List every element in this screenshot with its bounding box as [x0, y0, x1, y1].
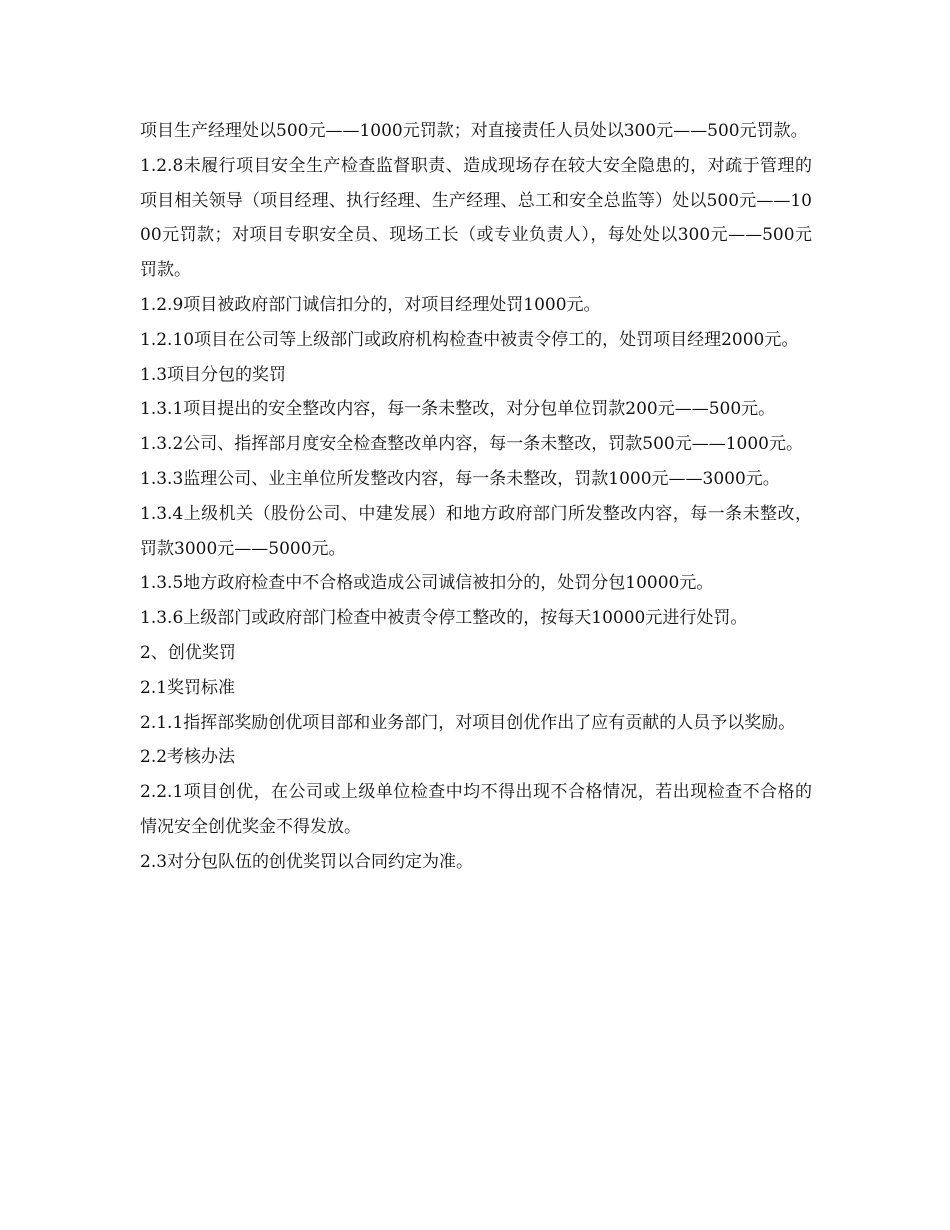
paragraph-1-3-2: 1.3.2公司、指挥部月度安全检查整改单内容，每一条未整改，罚款500元——1000元。: [140, 434, 803, 455]
paragraph-1-2-8: 1.2.8未履行项目安全生产检查监督职责、造成现场存在较大安全隐患的，对疏于管理的项目相关领导（项目经理、执行经理、生产经理、总工和安全总监等）处以500元——1000元罚款；对项目专职安全员、现场工长（或专业负责人），每处处以300元——500元罚款。: [140, 155, 812, 281]
paragraph-2-3: 2.3对分包队伍的创优奖罚以合同约定为准。: [140, 851, 474, 872]
paragraph-2-1-1: 2.1.1指挥部奖励创优项目部和业务部门，对项目创优作出了应有贡献的人员予以奖励。: [140, 712, 796, 733]
heading-2: 2、创优奖罚: [140, 642, 236, 663]
paragraph-1-3-5: 1.3.5地方政府检查中不合格或造成公司诚信被扣分的，处罚分包10000元。: [140, 573, 714, 594]
paragraph-1-2-10: 1.2.10项目在公司等上级部门或政府机构检查中被责令停工的，处罚项目经理2000元。: [140, 329, 799, 350]
paragraph-1-3-6: 1.3.6上级部门或政府部门检查中被责令停工整改的，按每天10000元进行处罚。: [140, 608, 748, 629]
heading-1-3: 1.3项目分包的奖罚: [140, 364, 287, 385]
paragraph-1-3-4: 1.3.4上级机关（股份公司、中建发展）和地方政府部门所发整改内容，每一条未整改，罚款3000元——5000元。: [140, 503, 812, 559]
paragraph-fine-production-manager: 项目生产经理处以500元——1000元罚款；对直接责任人员处以300元——500元罚款。: [140, 121, 808, 141]
document-body: [140, 114, 812, 880]
heading-2-1: 2.1奖罚标准: [140, 677, 236, 698]
paragraph-1-3-3: 1.3.3监理公司、业主单位所发整改内容，每一条未整改，罚款1000元——3000元。: [140, 468, 780, 489]
paragraph-1-3-1: 1.3.1项目提出的安全整改内容，每一条未整改，对分包单位罚款200元——500元。: [140, 399, 776, 420]
paragraph-1-2-9: 1.2.9项目被政府部门诚信扣分的，对项目经理处罚1000元。: [140, 294, 601, 315]
paragraph-2-2-1: 2.2.1项目创优，在公司或上级单位检查中均不得出现不合格情况，若出现检查不合格的情况安全创优奖金不得发放。: [140, 782, 812, 837]
heading-2-2: 2.2考核办法: [140, 747, 236, 768]
